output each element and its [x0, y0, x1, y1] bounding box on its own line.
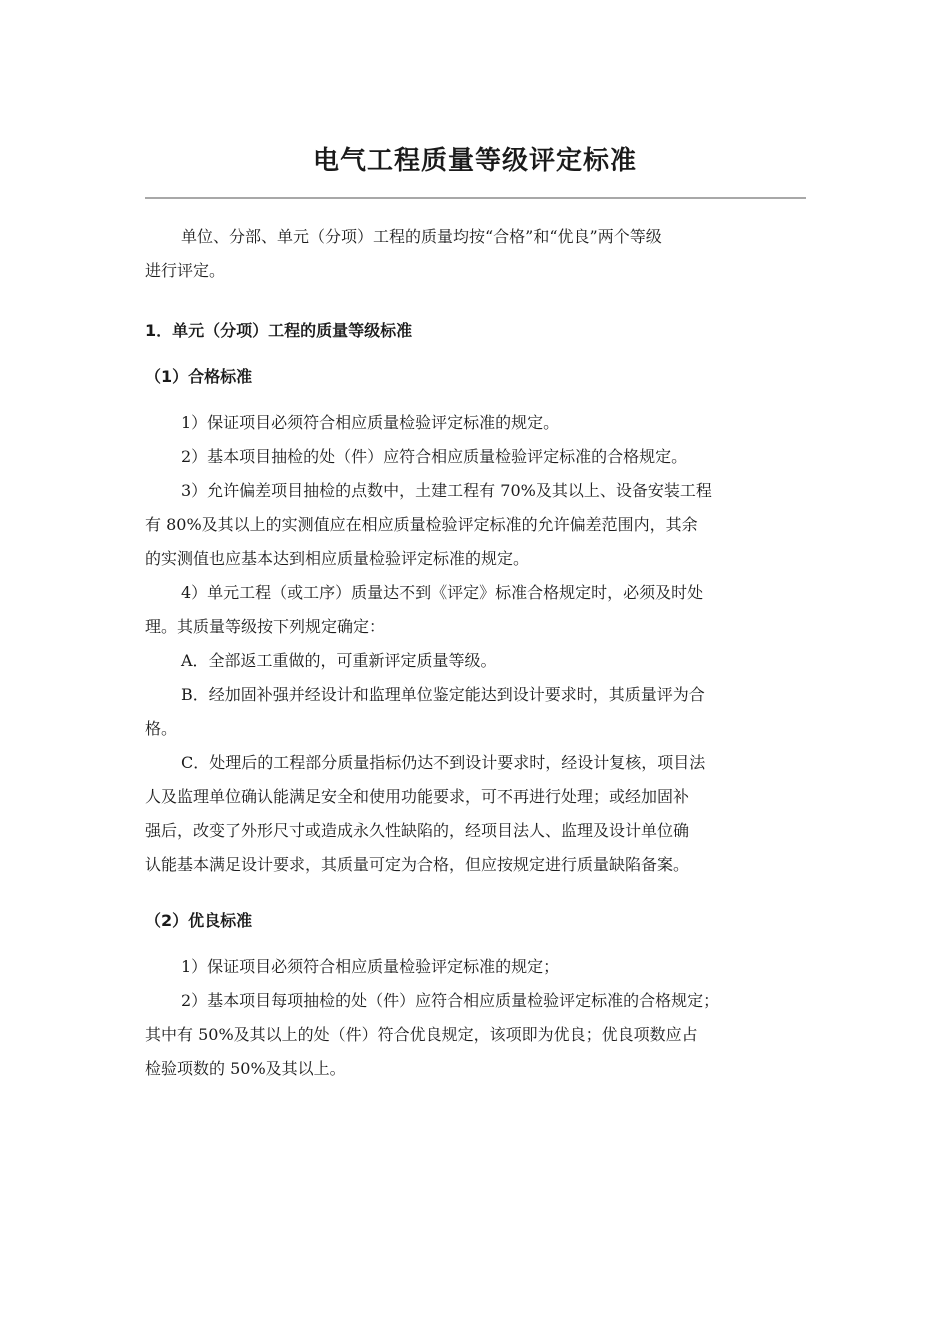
- paragraph-line: 2）基本项目抽检的处（件）应符合相应质量检验评定标准的合格规定。: [181, 447, 688, 466]
- paragraph-line: B．经加固补强并经设计和监理单位鉴定能达到设计要求时，其质量评为合: [181, 685, 705, 704]
- section-heading: 1．单元（分项）工程的质量等级标准: [145, 321, 413, 340]
- paragraph-line: 1）保证项目必须符合相应质量检验评定标准的规定；: [181, 957, 560, 976]
- intro-paragraph: [145, 220, 815, 288]
- paragraph-line: 强后，改变了外形尺寸或造成永久性缺陷的，经项目法人、监理及设计单位确: [145, 821, 690, 840]
- paragraph-line: A．全部返工重做的，可重新评定质量等级。: [181, 651, 497, 670]
- paragraph-line: 格。: [145, 719, 178, 738]
- intro-line: 进行评定。: [145, 261, 226, 280]
- page-title: 电气工程质量等级评定标准: [312, 146, 637, 176]
- subsection-heading-excellent: （2）优良标准: [145, 911, 253, 930]
- document-body: [145, 220, 815, 1086]
- paragraph-line: 有 80%及其以上的实测值应在相应质量检验评定标准的允许偏差范围内，其余: [145, 515, 698, 534]
- paragraph-line: C．处理后的工程部分质量指标仍达不到设计要求时，经设计复核，项目法: [181, 753, 706, 772]
- qualified-standard-text: [145, 406, 815, 882]
- paragraph-line: 其中有 50%及其以上的处（件）符合优良规定，该项即为优良；优良项数应占: [145, 1025, 698, 1044]
- paragraph-line: 的实测值也应基本达到相应质量检验评定标准的规定。: [145, 549, 530, 568]
- paragraph-line: 认能基本满足设计要求，其质量可定为合格，但应按规定进行质量缺陷备案。: [145, 855, 690, 874]
- intro-line: 单位、分部、单元（分项）工程的质量均按“合格”和“优良”两个等级: [181, 227, 662, 246]
- paragraph-line: 人及监理单位确认能满足安全和使用功能要求，可不再进行处理；或经加固补: [145, 787, 690, 806]
- paragraph-line: 理。其质量等级按下列规定确定：: [145, 617, 386, 636]
- paragraph-line: 2）基本项目每项抽检的处（件）应符合相应质量检验评定标准的合格规定；: [181, 991, 720, 1010]
- paragraph-line: 4）单元工程（或工序）质量达不到《评定》标准合格规定时，必须及时处: [181, 583, 704, 602]
- excellent-standard-text: [145, 950, 815, 1086]
- title-divider: [145, 197, 806, 199]
- paragraph-line: 1）保证项目必须符合相应质量检验评定标准的规定。: [181, 413, 560, 432]
- paragraph-line: 3）允许偏差项目抽检的点数中，土建工程有 70%及其以上、设备安装工程: [181, 481, 712, 500]
- paragraph-line: 检验项数的 50%及其以上。: [145, 1059, 346, 1078]
- subsection-heading-qualified: （1）合格标准: [145, 367, 253, 386]
